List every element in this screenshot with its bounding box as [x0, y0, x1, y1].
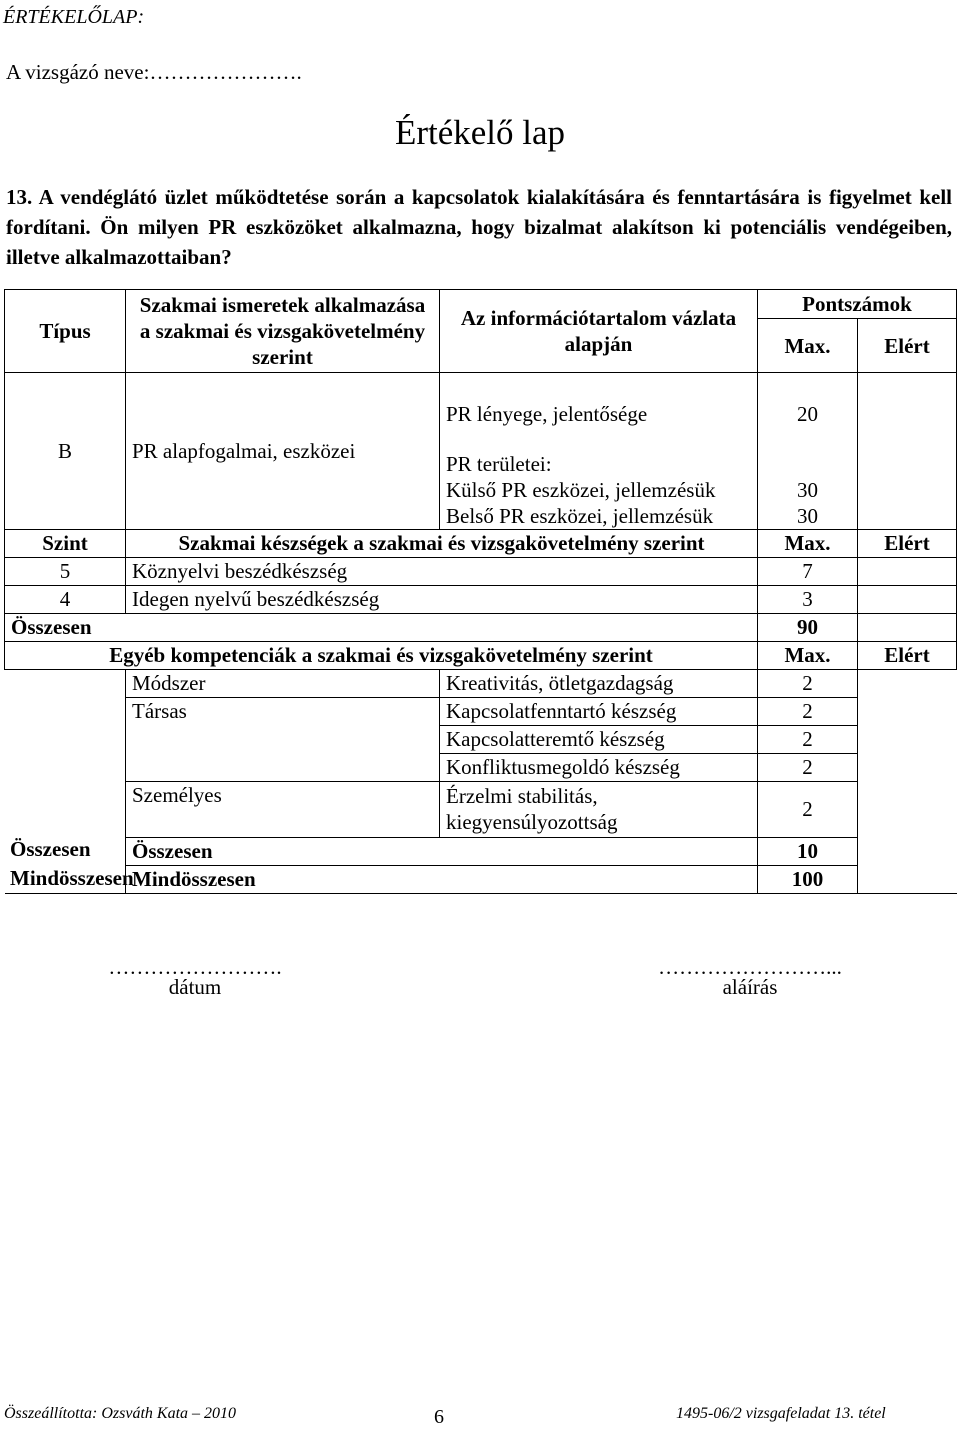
skill-elert-cell: [858, 557, 957, 585]
skills-total-max: 90: [758, 613, 858, 641]
knowledge-item-max: 30: [758, 477, 858, 503]
table-header-row: [5, 290, 957, 319]
skills-level-header: Szint: [5, 529, 126, 557]
knowledge-item-max: 30: [758, 503, 858, 530]
skills-max-header: Max.: [758, 529, 858, 557]
grand-total-label: Mindösszesen: [126, 865, 758, 893]
header-max: Max.: [758, 319, 858, 373]
form-label: ÉRTÉKELŐLAP:: [3, 6, 145, 28]
competency-group: Módszer: [126, 669, 440, 697]
skill-max: 3: [758, 585, 858, 613]
header-elert: Elért: [858, 319, 957, 373]
header-informaciotartalom: Az információtartalom vázlata alapján: [440, 290, 758, 373]
knowledge-item: PR területei:: [440, 445, 758, 477]
competency-item: Konfliktusmegoldó készség: [440, 753, 758, 781]
table-row: [5, 781, 957, 837]
knowledge-item: Belső PR eszközei, jellemzésük: [440, 503, 758, 530]
candidate-name-line: A vizsgázó neve:………………….: [6, 60, 302, 84]
competency-max: 2: [758, 725, 858, 753]
knowledge-item-max: 20: [758, 373, 858, 445]
table-row: [5, 557, 957, 585]
table-row: [5, 669, 957, 697]
skills-total-elert-cell: [858, 613, 957, 641]
grand-total-label-overlay: Mindösszesen: [10, 866, 134, 890]
header-szakmai-ismeretek: Szakmai ismeretek alkalmazása a szakmai és vizsgakövetelmény szerint: [126, 290, 440, 373]
header-pontszamok: Pontszámok: [758, 290, 957, 319]
table-row: [5, 373, 957, 445]
other-max-header: Max.: [758, 641, 858, 669]
other-elert-header: Elért: [858, 641, 957, 669]
table-row: [5, 837, 957, 865]
date-dots: …………………….: [108, 955, 282, 979]
other-total-label: Összesen: [126, 837, 758, 865]
skill-name: Köznyelvi beszédkészség: [126, 557, 758, 585]
knowledge-item: PR lényege, jelentősége: [440, 373, 758, 445]
other-header-row: [5, 641, 957, 669]
competency-max: 2: [758, 753, 858, 781]
competency-max: 2: [758, 669, 858, 697]
skill-level: 5: [5, 557, 126, 585]
skill-max: 7: [758, 557, 858, 585]
footer-code: 1495-06/2 vizsgafeladat 13. tétel: [676, 1405, 886, 1422]
page-number: 6: [434, 1406, 444, 1428]
evaluation-table: [4, 289, 957, 894]
other-total-label-overlay: Összesen: [10, 836, 120, 862]
skills-header-row: [5, 529, 957, 557]
other-total-max: 10: [758, 837, 858, 865]
competency-group: Társas: [126, 697, 440, 781]
signature-dots: ……………………...: [658, 955, 842, 979]
knowledge-type: B: [5, 373, 126, 530]
competency-item: Kreativitás, ötletgazdagság: [440, 669, 758, 697]
skill-level: 4: [5, 585, 126, 613]
competency-item: Érzelmi stabilitás, kiegyensúlyozottság: [440, 781, 758, 837]
table-row: [5, 697, 957, 725]
competency-group: Személyes: [126, 781, 440, 837]
task-question-text: 13. A vendéglátó üzlet működtetése során a kapcsolatok kialakítására és fenntartására is figyelmet kell fordítani. Ön milyen PR eszközöket alkalmazna, hogy bizalmat alakítson ki potenciális vendégeiben, illetve alkalmazottaiban?: [6, 185, 952, 269]
other-elert-cell: [858, 669, 957, 893]
signature-label: aláírás: [722, 975, 778, 999]
knowledge-item: Külső PR eszközei, jellemzésük: [440, 477, 758, 503]
page-title: Értékelő lap: [394, 113, 566, 152]
footer-author: Összeállította: Ozsváth Kata – 2010: [4, 1405, 237, 1422]
table-row: [5, 585, 957, 613]
knowledge-topic: PR alapfogalmai, eszközei: [126, 373, 440, 530]
skill-elert-cell: [858, 585, 957, 613]
table-row: [5, 865, 957, 893]
other-title: Egyéb kompetenciák a szakmai és vizsgakövetelmény szerint: [5, 641, 758, 669]
date-label: dátum: [168, 975, 222, 999]
table-row: [5, 613, 957, 641]
skills-total-label: Összesen: [5, 613, 758, 641]
competency-item: Kapcsolatfenntartó készség: [440, 697, 758, 725]
knowledge-elert-cell: [858, 373, 957, 530]
competency-max: 2: [758, 697, 858, 725]
task-question: [6, 182, 952, 272]
skill-name: Idegen nyelvű beszédkészség: [126, 585, 758, 613]
competency-item: Kapcsolatteremtő készség: [440, 725, 758, 753]
knowledge-item-max: [758, 445, 858, 477]
skills-elert-header: Elért: [858, 529, 957, 557]
header-tipus: Típus: [5, 290, 126, 373]
skills-title: Szakmai készségek a szakmai és vizsgakövetelmény szerint: [126, 529, 758, 557]
grand-total-max: 100: [758, 865, 858, 893]
competency-max: 2: [758, 781, 858, 837]
